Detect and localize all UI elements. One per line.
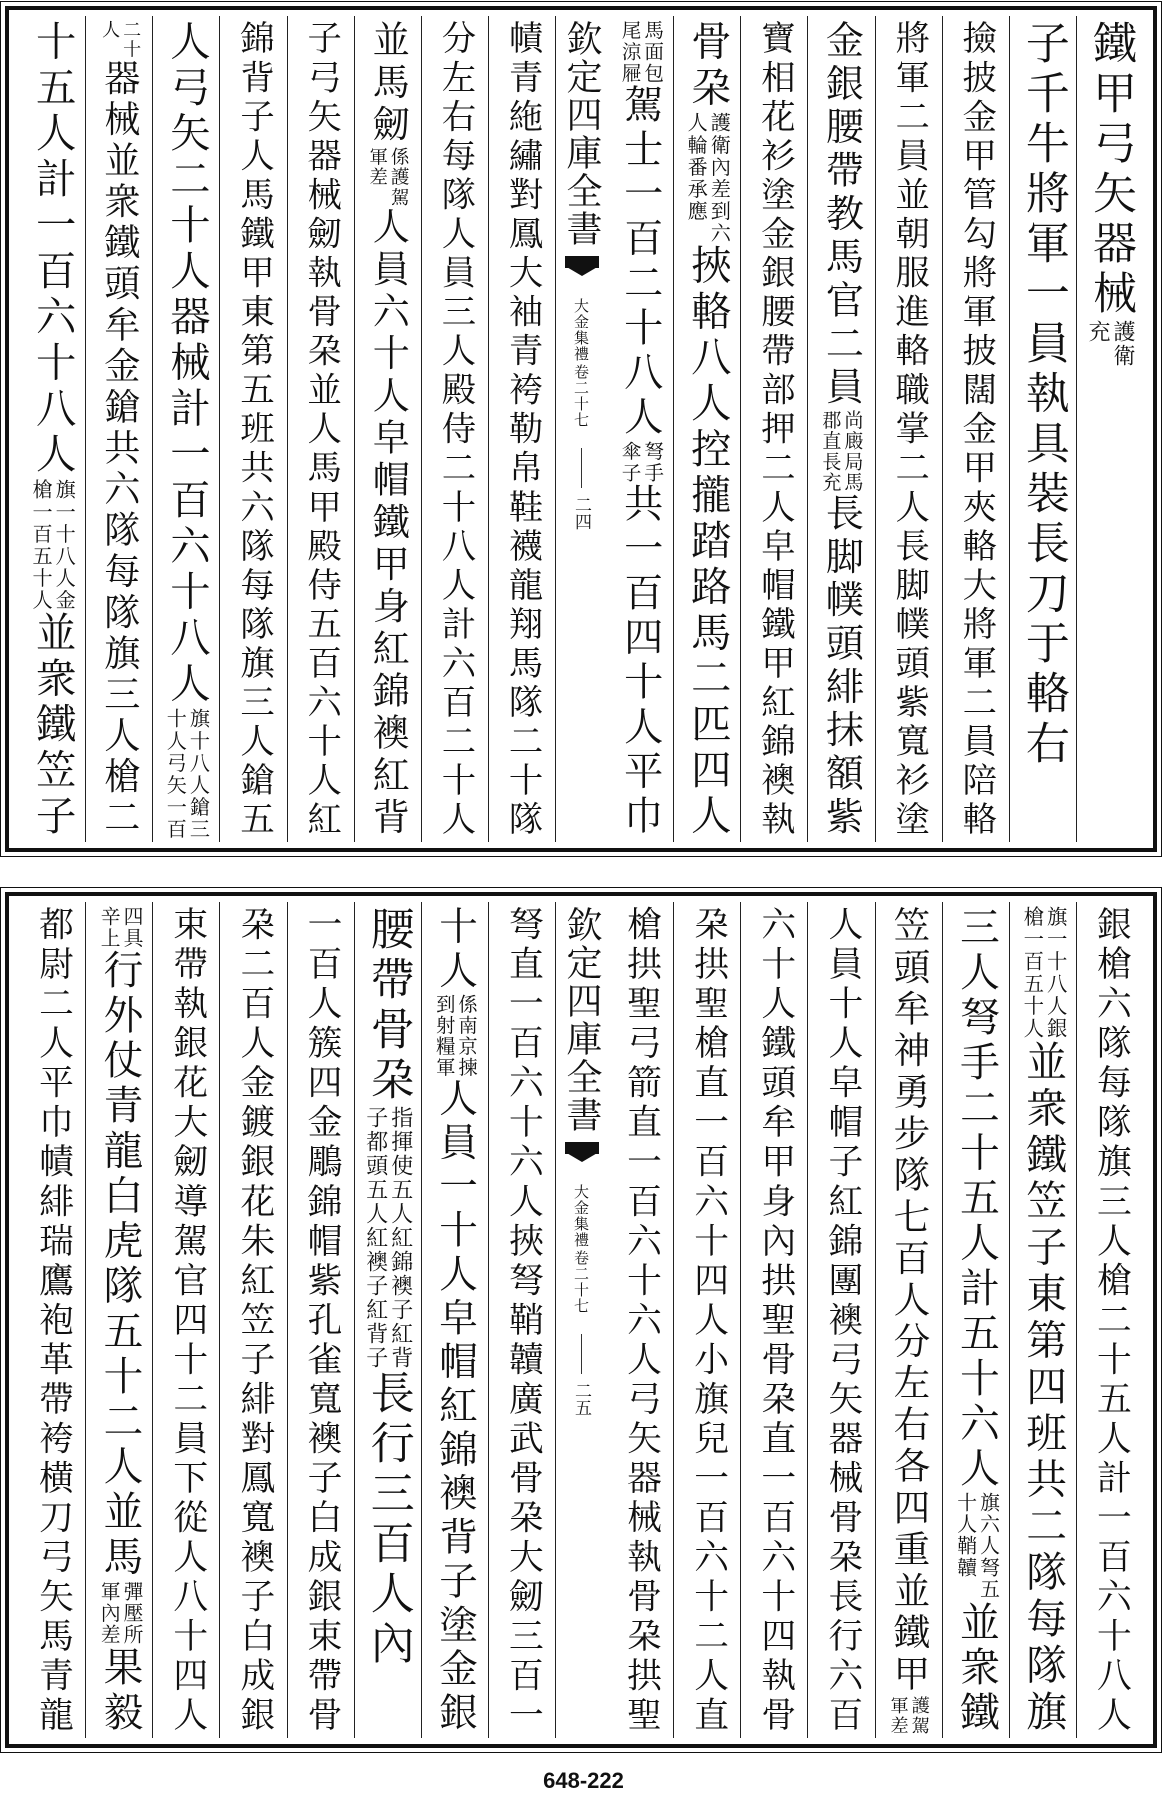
text-column <box>740 902 807 1738</box>
main-text: 子千牛將軍一員執具裝長刀于輅右 <box>1017 20 1069 770</box>
main-text: 朶拱聖槍直一百六十四人小旗兒一百六十二人直 <box>687 906 728 1736</box>
text-column <box>1076 902 1143 1738</box>
main-text: 共一百四十人平巾 <box>617 483 663 840</box>
main-text: 將軍二員並朝服進輅職掌二人長脚幞頭紫寬衫塗 <box>888 20 929 840</box>
spine-volume: 卷二十七 <box>572 364 590 428</box>
text-column <box>354 902 421 1738</box>
note-line: 軍差 <box>366 146 388 187</box>
text-column <box>488 902 555 1738</box>
interlinear-note <box>99 20 142 60</box>
note-line: 護衛 <box>1110 320 1136 368</box>
note-line: 人 <box>99 20 121 40</box>
note-line: 人輪番承應 <box>684 111 709 222</box>
text-column <box>673 16 740 842</box>
main-text: 骨朶 <box>684 20 732 112</box>
text-column <box>287 902 354 1738</box>
main-text: 銀槍六隊每隊旗三人槍二十五人計一百六十八人 <box>1090 906 1131 1736</box>
spine-rule <box>581 448 582 488</box>
note-line: 辛上 <box>97 906 121 950</box>
spine-folio-number: 二四 <box>571 496 591 530</box>
note-line: 軍差 <box>887 1696 909 1736</box>
note-line: 四具 <box>120 906 144 950</box>
note-line: 護駕 <box>908 1696 930 1736</box>
note-line: 旗六人弩五 <box>976 1492 1000 1601</box>
interlinear-note <box>29 478 77 611</box>
note-line: 係護駕 <box>388 146 410 208</box>
note-line: 傘子 <box>618 440 642 484</box>
upper-page-columns <box>19 16 1143 842</box>
main-text: 果毅 <box>97 1645 144 1736</box>
spine-folio-number: 二五 <box>571 1382 591 1416</box>
text-column <box>152 902 219 1738</box>
note-line: 護衛內差到六 <box>707 111 732 244</box>
main-text: 十人 <box>433 906 479 994</box>
upper-spine <box>555 16 607 842</box>
main-text: 束帶執銀花大劒導駕官四十二員下從人八十四人 <box>166 906 207 1736</box>
lower-page-columns <box>19 902 1143 1738</box>
page-reference-number: 648-222 <box>543 1768 624 1793</box>
text-column <box>807 902 874 1738</box>
main-text: 並衆鐵笠子 <box>29 610 77 840</box>
main-text: 子弓矢器械劒執骨朶並人馬甲殿侍五百六十人紅 <box>300 20 341 840</box>
main-text: 金銀腰帶教馬官二員 <box>819 20 864 410</box>
note-line: 指揮使五人紅錦襖子紅背 <box>387 1106 413 1370</box>
upper-page-frame <box>5 6 1157 852</box>
text-column <box>19 16 85 842</box>
main-text: 十五人計一百六十八人 <box>29 20 77 479</box>
text-column <box>287 16 354 842</box>
note-line: 二十 <box>120 20 142 60</box>
main-text: 三人弩手二十五人計五十六人 <box>953 906 1000 1493</box>
text-column <box>673 902 740 1738</box>
text-column <box>85 902 152 1738</box>
fish-tail-ornament-icon <box>565 1142 599 1164</box>
note-line: 尾涼屜 <box>618 20 642 85</box>
main-text: 朶二百人金鍍銀花朱紅笠子緋對鳳寬襖子白成銀 <box>233 906 274 1736</box>
lower-page-frame <box>5 892 1157 1748</box>
text-column <box>152 16 219 842</box>
interlinear-note <box>954 1492 998 1600</box>
text-column <box>875 16 942 842</box>
main-text: 幘青絁繡對鳳大袖青袴勒帛鞋襪龍翔馬隊二十隊 <box>502 20 543 840</box>
interlinear-note <box>97 1580 144 1646</box>
main-text: 並衆鐵笠子東第四班共二隊每隊旗 <box>1019 1039 1068 1736</box>
main-text: 長行三百人內 <box>362 1370 414 1670</box>
note-line: 旗一十八人金 <box>52 478 77 611</box>
text-column <box>1009 16 1076 842</box>
main-text: 並衆鐵 <box>953 1600 1000 1736</box>
spine-title: 欽定四庫全書 <box>561 20 602 248</box>
text-column <box>607 902 673 1738</box>
interlinear-note <box>1086 320 1134 368</box>
text-column <box>19 902 85 1738</box>
interlinear-note <box>163 707 211 840</box>
interlinear-note <box>888 1696 928 1736</box>
fish-tail-ornament-icon <box>565 256 599 278</box>
text-column <box>219 16 286 842</box>
note-line: 充 <box>1084 320 1110 344</box>
main-text: 鐵甲弓矢器械 <box>1084 20 1136 320</box>
main-text: 撿披金甲管勾將軍披闊金甲夾輅大將軍二員陪輅 <box>955 20 996 840</box>
text-column <box>488 16 555 842</box>
text-column <box>1009 902 1076 1738</box>
main-text: 錦背子人馬鐵甲東第五班共六隊每隊旗三人鎗五 <box>233 20 274 840</box>
interlinear-note <box>684 111 732 244</box>
note-line: 旗十八人鎗三 <box>186 707 211 840</box>
text-column <box>421 16 488 842</box>
text-column <box>1076 16 1143 842</box>
text-column <box>607 16 673 842</box>
note-line: 軍內差 <box>97 1580 121 1646</box>
interlinear-note <box>367 147 408 208</box>
note-line: 旗一十八人銀 <box>1043 906 1068 1040</box>
note-line: 子都頭五人紅襖子紅背子 <box>362 1106 388 1370</box>
note-line: 郡直長充 <box>819 409 842 494</box>
note-line: 到射糧軍 <box>432 993 456 1078</box>
note-line: 彈壓所 <box>120 1580 144 1646</box>
main-text: 槍拱聖弓箭直一百六十六人弓矢器械執骨朶拱聖 <box>620 906 661 1736</box>
interlinear-note <box>618 440 664 484</box>
main-text: 人員六十人皁帽鐵甲身紅錦襖紅背 <box>366 207 410 840</box>
text-column <box>942 902 1009 1738</box>
main-text: 笠頭牟神勇步隊七百人分左右各四重並鐵甲 <box>887 906 931 1697</box>
interlinear-note <box>434 994 477 1078</box>
main-text: 人員十人皁帽子紅錦團襖弓矢器械骨朶長行六百 <box>821 906 862 1736</box>
text-column <box>875 902 942 1738</box>
note-line: 槍一百五十人 <box>29 478 54 611</box>
main-text: 都尉二人平巾幘緋瑞鷹袍革帶袴横刀弓矢馬青龍 <box>32 906 73 1736</box>
note-line: 馬面包 <box>640 20 664 85</box>
main-text: 腰帶骨朶 <box>362 906 414 1106</box>
text-column <box>354 16 421 842</box>
spine-volume: 卷二十七 <box>572 1250 590 1314</box>
note-line: 弩手 <box>640 440 664 484</box>
interlinear-note <box>618 20 664 85</box>
main-text: 六十人鐵頭牟甲身內拱聖骨朶直一百六十四執骨 <box>754 906 795 1736</box>
main-text: 並馬劒 <box>366 20 410 147</box>
text-column <box>421 902 488 1738</box>
spine-book-name: 大金集禮 <box>572 298 590 362</box>
interlinear-note <box>364 1106 412 1370</box>
main-text: 挾輅八人控攏踏路馬二匹四人 <box>684 243 732 840</box>
main-text: 駕士一百二十八人 <box>617 84 663 441</box>
main-text: 器械並衆鐵頭牟金鎗共六隊每隊旗三人槍二 <box>98 59 142 840</box>
note-line: 十人鞘韥 <box>953 1492 977 1579</box>
text-column <box>219 902 286 1738</box>
interlinear-note <box>1019 906 1068 1040</box>
main-text: 一百人簇四金鵰錦帽紫孔雀寬襖子白成銀束帶骨 <box>300 906 341 1736</box>
main-text: 人員一十人皁帽紅錦襖背子塗金銀 <box>433 1077 479 1736</box>
main-text: 寶相花衫塗金銀腰帶部押二人皁帽鐵甲紅錦襖執 <box>754 20 795 840</box>
main-text: 行外仗青龍白虎隊五十二人並馬 <box>97 949 144 1581</box>
text-column <box>942 16 1009 842</box>
note-line: 槍一百五十人 <box>1019 906 1044 1040</box>
main-text: 長脚幞頭緋抹額紫 <box>819 493 864 840</box>
main-text: 分左右每隊人員三人殿侍二十八人計六百二十人 <box>434 20 475 840</box>
note-line: 尚廄局馬 <box>841 409 864 494</box>
text-column <box>740 16 807 842</box>
interlinear-note <box>97 906 144 950</box>
lower-spine <box>555 902 607 1738</box>
spine-book-name: 大金集禮 <box>572 1184 590 1248</box>
note-line: 十人弓矢一百 <box>163 707 188 840</box>
text-column <box>807 16 874 842</box>
interlinear-note <box>820 410 862 493</box>
main-text: 弩直一百六十六人挾弩鞘韥廣武骨朶大劒三百一 <box>502 906 543 1736</box>
main-text: 人弓矢二十人器械計一百六十八人 <box>163 20 211 708</box>
spine-title: 欽定四庫全書 <box>561 906 602 1134</box>
text-column <box>85 16 152 842</box>
note-line: 係南京揀 <box>455 993 479 1078</box>
spine-rule <box>581 1334 582 1374</box>
